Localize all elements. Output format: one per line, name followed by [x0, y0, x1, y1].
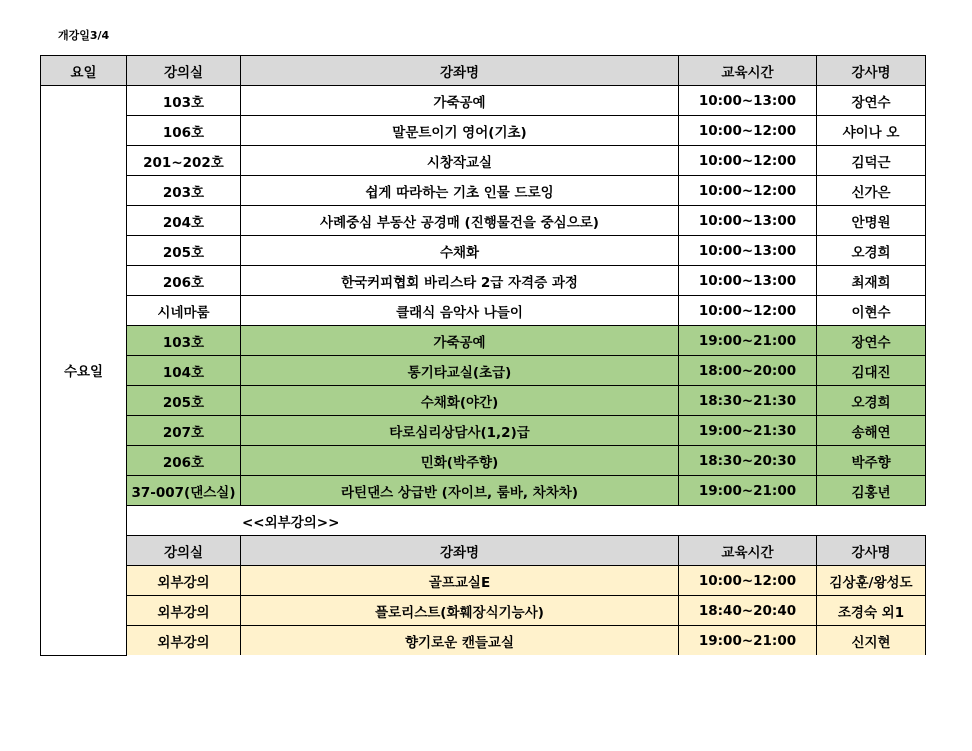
header-course: 강좌명 — [241, 56, 679, 86]
external-header-course: 강좌명 — [241, 536, 679, 566]
course-cell: 라틴댄스 상급반 (자이브, 룸바, 차차차) — [241, 476, 679, 506]
header-time: 교육시간 — [679, 56, 817, 86]
room-cell: 206호 — [127, 266, 241, 296]
course-cell: 한국커피협회 바리스타 2급 자격증 과정 — [241, 266, 679, 296]
external-title-row — [41, 506, 926, 536]
room-cell: 207호 — [127, 416, 241, 446]
time-cell: 10:00~12:00 — [679, 116, 817, 146]
room-cell: 103호 — [127, 86, 241, 116]
teacher-cell: 샤이나 오 — [817, 116, 926, 146]
table-row — [41, 206, 926, 236]
time-cell: 19:00~21:00 — [679, 326, 817, 356]
external-row — [41, 566, 926, 596]
teacher-cell: 장연수 — [817, 86, 926, 116]
room-cell: 205호 — [127, 386, 241, 416]
table-row — [41, 176, 926, 206]
room-cell: 37-007(댄스실) — [127, 476, 241, 506]
course-cell: 통기타교실(초급) — [241, 356, 679, 386]
time-cell: 10:00~13:00 — [679, 266, 817, 296]
table-row — [41, 476, 926, 506]
course-cell: 플로리스트(화훼장식기능사) — [241, 596, 679, 626]
course-cell: 민화(박주향) — [241, 446, 679, 476]
table-row — [41, 386, 926, 416]
teacher-cell: 이현수 — [817, 296, 926, 326]
teacher-cell: 신가은 — [817, 176, 926, 206]
room-cell: 204호 — [127, 206, 241, 236]
course-cell: 쉽게 따라하는 기초 인물 드로잉 — [241, 176, 679, 206]
teacher-cell: 송해연 — [817, 416, 926, 446]
table-row — [41, 446, 926, 476]
external-row — [41, 626, 926, 656]
room-cell: 104호 — [127, 356, 241, 386]
course-cell: 타로심리상담사(1,2)급 — [241, 416, 679, 446]
course-cell: 클래식 음악사 나들이 — [241, 296, 679, 326]
room-cell: 205호 — [127, 236, 241, 266]
time-cell: 10:00~13:00 — [679, 236, 817, 266]
room-cell: 201~202호 — [127, 146, 241, 176]
table-row — [41, 266, 926, 296]
time-cell: 10:00~12:00 — [679, 566, 817, 596]
course-cell: 수채화(야간) — [241, 386, 679, 416]
course-cell: 시창작교실 — [241, 146, 679, 176]
room-cell: 외부강의 — [127, 596, 241, 626]
teacher-cell: 박주향 — [817, 446, 926, 476]
time-cell: 18:00~20:00 — [679, 356, 817, 386]
teacher-cell: 최재희 — [817, 266, 926, 296]
room-cell: 103호 — [127, 326, 241, 356]
teacher-cell: 조경숙 외1 — [817, 596, 926, 626]
time-cell: 19:00~21:00 — [679, 476, 817, 506]
teacher-cell: 신지현 — [817, 626, 926, 656]
teacher-cell: 김상훈/왕성도 — [817, 566, 926, 596]
schedule-table — [40, 55, 926, 656]
course-cell: 향기로운 캔들교실 — [241, 626, 679, 656]
table-row — [41, 296, 926, 326]
teacher-cell: 오경희 — [817, 386, 926, 416]
teacher-cell: 오경희 — [817, 236, 926, 266]
time-cell: 18:40~20:40 — [679, 596, 817, 626]
course-cell: 가죽공예 — [241, 86, 679, 116]
table-row — [41, 356, 926, 386]
external-title: <<외부강의>> — [242, 514, 340, 531]
time-cell: 10:00~13:00 — [679, 206, 817, 236]
table-row — [41, 236, 926, 266]
course-cell: 사례중심 부동산 공경매 (진행물건을 중심으로) — [241, 206, 679, 236]
header-teacher: 강사명 — [817, 56, 926, 86]
header-row — [41, 56, 926, 86]
time-cell: 10:00~12:00 — [679, 296, 817, 326]
teacher-cell: 김홍년 — [817, 476, 926, 506]
table-row — [41, 116, 926, 146]
room-cell: 206호 — [127, 446, 241, 476]
room-cell: 시네마룸 — [127, 296, 241, 326]
time-cell: 10:00~13:00 — [679, 86, 817, 116]
external-row — [41, 596, 926, 626]
header-room: 강의실 — [127, 56, 241, 86]
time-cell: 19:00~21:00 — [679, 626, 817, 656]
table-row — [41, 146, 926, 176]
time-cell: 18:30~20:30 — [679, 446, 817, 476]
opening-date-note: 개강일3/4 — [58, 29, 110, 42]
teacher-cell: 김대진 — [817, 356, 926, 386]
room-cell: 외부강의 — [127, 566, 241, 596]
time-cell: 19:00~21:30 — [679, 416, 817, 446]
table-row — [41, 416, 926, 446]
course-cell: 수채화 — [241, 236, 679, 266]
external-header-time: 교육시간 — [679, 536, 817, 566]
course-cell: 말문트이기 영어(기초) — [241, 116, 679, 146]
time-cell: 18:30~21:30 — [679, 386, 817, 416]
teacher-cell: 장연수 — [817, 326, 926, 356]
header-day: 요일 — [41, 56, 127, 86]
room-cell: 203호 — [127, 176, 241, 206]
time-cell: 10:00~12:00 — [679, 146, 817, 176]
external-header-room: 강의실 — [127, 536, 241, 566]
time-cell: 10:00~12:00 — [679, 176, 817, 206]
teacher-cell: 김덕근 — [817, 146, 926, 176]
day-cell: 수요일 — [41, 86, 127, 656]
room-cell: 106호 — [127, 116, 241, 146]
course-cell: 골프교실E — [241, 566, 679, 596]
external-header-row — [41, 536, 926, 566]
table-row — [41, 86, 926, 116]
room-cell: 외부강의 — [127, 626, 241, 656]
external-header-teacher: 강사명 — [817, 536, 926, 566]
table-row — [41, 326, 926, 356]
teacher-cell: 안명원 — [817, 206, 926, 236]
course-cell: 가죽공예 — [241, 326, 679, 356]
